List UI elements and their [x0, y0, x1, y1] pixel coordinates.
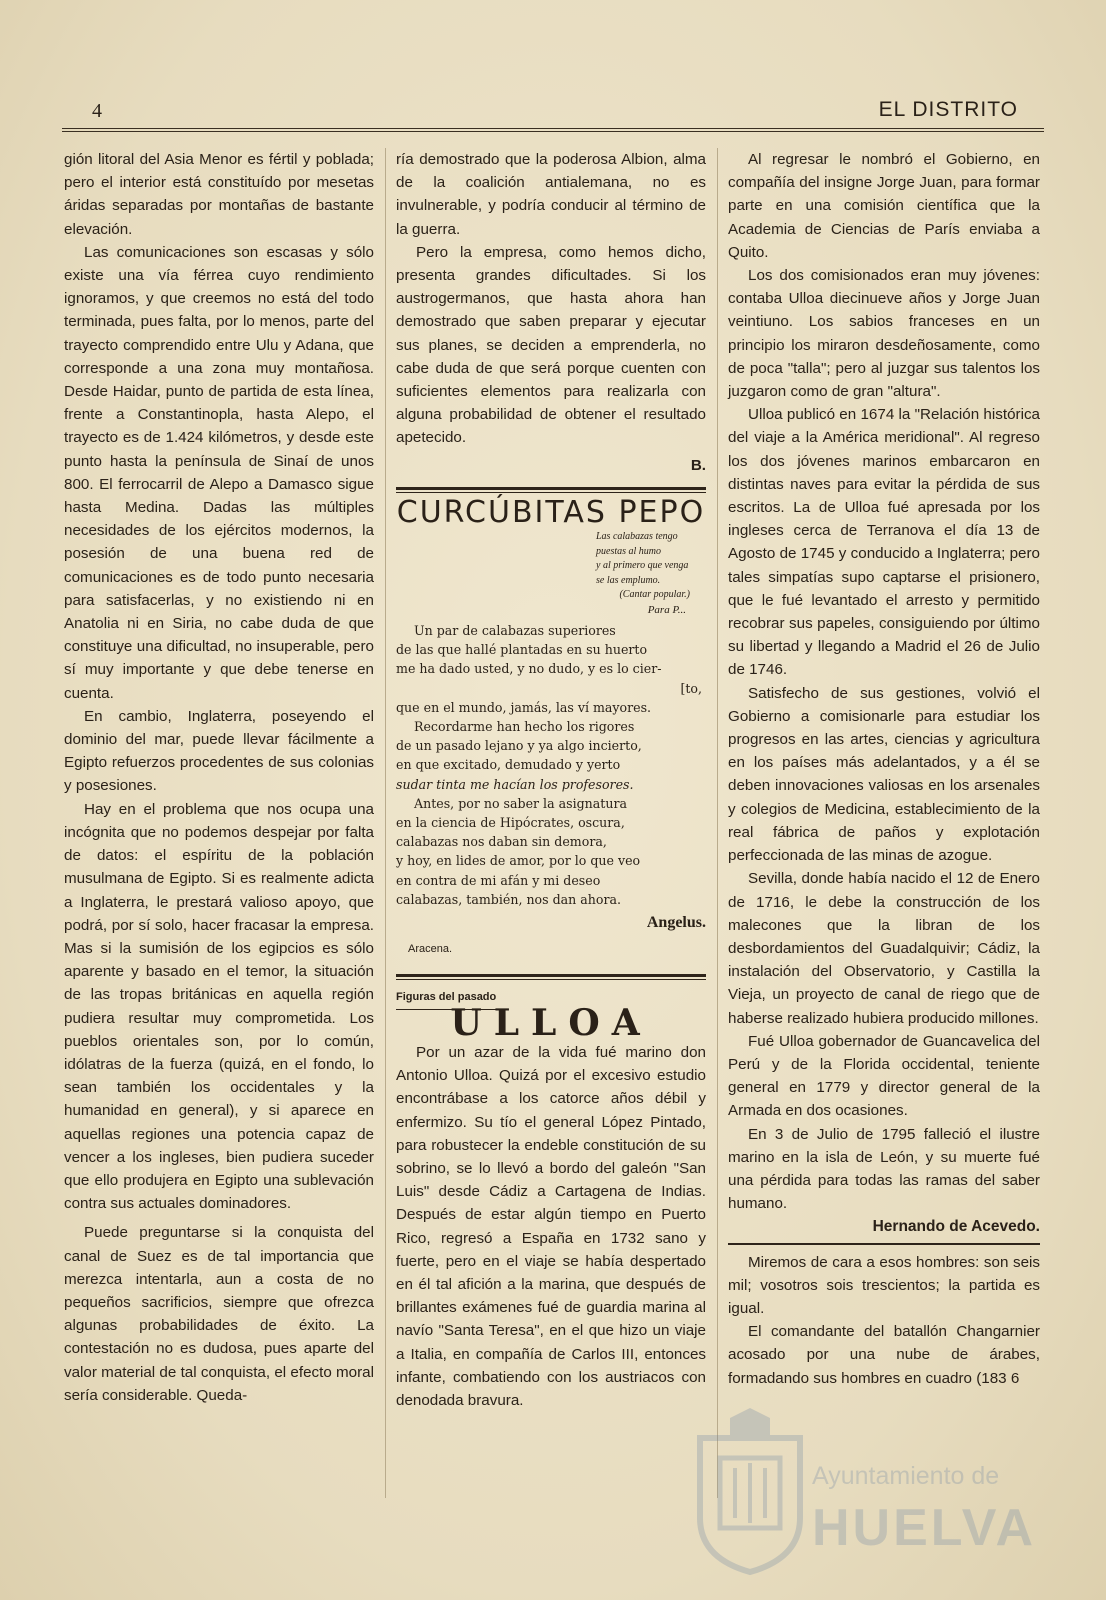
page-header	[62, 96, 1044, 126]
section-rule	[396, 487, 706, 490]
article-paragraph: El comandante del batallón Changarnier acosado por una nube de árabes, formadando sus hombres en cuadro (183 6	[728, 1323, 1040, 1387]
article-paragraph: Pero la empresa, como hemos dicho, presenta grandes dificultades. Si los austrogermanos, que hasta ahora han demostrado que saben preparar y ejecutar sus planes, se deciden a emprenderla, no cabe duda de que será porque cuenten con suficientes elementos para realizarla con alguna probabilidad de obtener el resultado apetecido.	[396, 243, 706, 447]
watermark-text: Ayuntamiento de	[812, 1462, 1000, 1490]
section-rule-thin	[396, 979, 706, 980]
article-author: Hernando de Acevedo.	[872, 1218, 1040, 1236]
header-rule	[62, 128, 1044, 132]
poem-line: [to,	[680, 680, 702, 696]
article-paragraph: Al regresar le nombró el Gobierno, en compañía del insigne Jorge Juan, para formar parte en una comisión científica que la Academia de Ciencias de París enviaba a Quito.	[728, 151, 1040, 261]
column-2	[396, 148, 706, 1412]
article-paragraph: Miremos de cara a esos hombres: son seis mil; vosotros sois trescientos; la partida es igual.	[728, 1253, 1040, 1317]
article-paragraph: Satisfecho de sus gestiones, volvió el Gobierno a comisionarle para estudiar los progresos en las artes, ciencias y agricultura en los países más adelantados, y a él se deben innovaciones valiosas en los arsenales y colegios de Medicina, establecimiento de la real fábrica de paños y explotación perfeccionada de las minas de azogue.	[728, 684, 1040, 865]
article-paragraph: En cambio, Inglaterra, poseyendo el dominio del mar, puede llevar fácilmente a Egipto refuerzos procedentes de sus colonias y posesiones.	[64, 707, 374, 795]
poem-line: en que excitado, demudado y yerto	[396, 757, 621, 773]
poem-epigraph	[596, 530, 706, 617]
article-paragraph: Fué Ulloa gobernador de Guancavelica del Perú y de la Florida occidental, teniente general en 1779 y director general de la Armada en dos ocasiones.	[728, 1032, 1040, 1120]
article-paragraph: Ulloa publicó en 1674 la "Relación histórica del viaje a la América meridional". Al regreso los dos jóvenes marinos embarcaron en distintas naves para evitar la pérdida de sus escritos. La de Ulloa fué apresada por los ingleses cerca de Terranova el día 13 de Agosto de 1745 y conducido a Inglaterra; pero tales simpatías supo captarse el prisionero, que le fué levantado el arresto y permitido recobrar sus papeles, consiguiendo por último su libertad y llegando a Madrid el 26 de Julio de 1746.	[728, 406, 1040, 679]
column-1	[64, 148, 374, 1407]
section-rule-thin	[396, 492, 706, 493]
poem-body	[396, 621, 706, 909]
page-number: 4	[92, 100, 102, 122]
article-title: ULLOA	[450, 1001, 652, 1044]
column-divider	[385, 148, 386, 1498]
section-rule	[396, 974, 706, 977]
epigraph-line: puestas al humo	[596, 545, 661, 557]
article-paragraph: ría demostrado que la poderosa Albion, alma de la coalición antialemana, no es invulnerable, y podría conducir al término de la guerra.	[396, 151, 706, 238]
masthead-title: EL DISTRITO	[878, 98, 1018, 121]
article-paragraph: Los dos comisionados eran muy jóvenes: contaba Ulloa diecinueve años y Jorge Juan veintiuno. Los sabios franceses en un principio los miraron desdeñosamente, como de poca "talla"; pero al juzgar sus talentos los juzgaron como de gran "altura".	[728, 267, 1040, 401]
epigraph-line: se las emplumo.	[596, 574, 661, 586]
poem-line: en contra de mi afán y mi deseo	[396, 872, 601, 888]
column-divider	[717, 148, 718, 1498]
section-label: Figuras del pasado	[396, 986, 496, 1010]
poem-author: Angelus.	[646, 914, 706, 932]
poem-title: CURCÚBITAS PEPO	[396, 494, 706, 530]
section-rule	[728, 1243, 1040, 1245]
poem-line: me ha dado usted, y no dudo, y es lo cier-	[396, 661, 662, 677]
article-paragraph: Puede preguntarse si la conquista del canal de Suez es de tal importancia que merezca intentarla, aun a costa de no pequeños sacrificios, siempre que ofrezca algunas probabilidades de éxito. La contestación no es dudosa, pues aparte del valor material de tal conquista, el efecto moral sería considerable. Queda-	[64, 1224, 374, 1404]
epigraph-line: Las calabazas tengo	[596, 531, 678, 543]
poem-place: Aracena.	[408, 943, 453, 956]
poem-line: en la ciencia de Hipócrates, oscura,	[396, 815, 625, 831]
archive-watermark	[690, 1408, 1037, 1576]
column-3	[728, 148, 1040, 1390]
poem-line: calabazas, también, nos dan ahora.	[396, 891, 622, 907]
poem-line: calabazas nos daban sin demora,	[396, 834, 607, 850]
poem-line: de un pasado lejano y ya algo incierto,	[396, 738, 642, 754]
poem-line: que en el mundo, jamás, las ví mayores.	[396, 699, 652, 715]
article-paragraph: Sevilla, donde había nacido el 12 de Enero de 1716, le debe la construcción de los malecones que la libran de los desbordamientos del Guadalquivir; Cádiz, la instalación del Observatorio, y Castilla la Vieja, un proyecto de canal de riego que de haberse realizado hubiera producido millones.	[728, 870, 1040, 1027]
poem-line: Antes, por no saber la asignatura	[414, 795, 627, 811]
poem-line: Recordarme han hecho los rigores	[414, 719, 635, 735]
poem-dedication: Para P...	[647, 603, 686, 616]
epigraph-line: y al primero que venga	[596, 560, 689, 572]
poem-line: y hoy, en lides de amor, por lo que veo	[396, 853, 641, 869]
article-paragraph: Las comunicaciones son escasas y sólo existe una vía férrea cuyo rendimiento ignoramos, y que creemos no está del todo terminada, pues falta, por lo menos, parte del trayecto comprendido entre Ulu y Adana, que corresponde a una zona muy montañosa. Desde Haidar, punto de partida de esta línea, frente a Constantinopla, hasta Alepo, el trayecto es de 1.424 kilómetros, y desde este punto hasta la península de Sinaí de unos 800. El ferrocarril de Alepo a Damasco sigue hasta Medina. Dadas las múltiples necesidades de los ejércitos modernos, la posesión de una buena red de comunicaciones es de todo punto necesaria para satisfacerlas, y no existiendo ni en Anatolia ni en Siria, no cabe duda de que constituye una dificultad, no insuperable, pero sí muy importante y que debe tenerse en cuenta.	[64, 243, 374, 702]
article-paragraph: gión litoral del Asia Menor es fértil y poblada; pero el interior está constituído por mesetas áridas separadas por montañas de bastante elevación.	[64, 151, 374, 238]
article-paragraph: Hay en el problema que nos ocupa una incógnita que no podemos despejar por falta de datos: el espíritu de la población musulmana de Egipto. Si es realmente adicta a Inglaterra, le prestará valioso apoyo, que podrá, por sí solo, hacer fracasar la empresa. Mas si la sumisión de los egipcios es sólo aparente y basado en el temor, la situación de las tropas británicas en aquella región pudiera resultar muy comprometida. Los pueblos orientales son, por lo común, idólatras de la fuerza (quizá, en el fondo, lo sean también los occidentales y la humanidad en general), y si aparece en aquellas regiones una potencia capaz de vencer a los ingleses, bien pudiera suceder que ello produjera en Egipto una sublevación contra sus actuales dominadores.	[64, 800, 374, 1213]
coat-of-arms-icon	[690, 1408, 810, 1576]
article-signature: B.	[690, 456, 706, 474]
poem-line: sudar tinta me hacían los profesores.	[396, 776, 634, 792]
watermark-title: HUELVA	[812, 1499, 1037, 1557]
epigraph-attribution: (Cantar popular.)	[619, 589, 690, 601]
poem-line: de las que hallé plantadas en su huerto	[396, 642, 648, 658]
article-paragraph: En 3 de Julio de 1795 falleció el ilustre marino en la isla de León, y su muerte fué una pérdida para todas las ramas del saber humano.	[728, 1125, 1040, 1213]
poem-line: Un par de calabazas superiores	[414, 623, 616, 639]
article-paragraph: Por un azar de la vida fué marino don Antonio Ulloa. Quizá por el excesivo estudio encontrábase a los catorce años débil y enfermizo. Su tío el general López Pintado, para robustecer la endeble constitución de su sobrino, se lo llevó a bordo del galeón "San Luis" desde Cádiz a Cartagena de Indias. Después de estar algún tiempo en Puerto Rico, regresó a España en 1732 sano y fuerte, pero en el viaje se había despertado en él tal afición a la marina, que después de brillantes exámenes fué de guardia marina al navío "Santa Teresa", en el que hizo un viaje a Italia, en compañía de Carlos III, entonces infante, combatiendo con los austriacos con denodada bravura.	[396, 1043, 706, 1409]
